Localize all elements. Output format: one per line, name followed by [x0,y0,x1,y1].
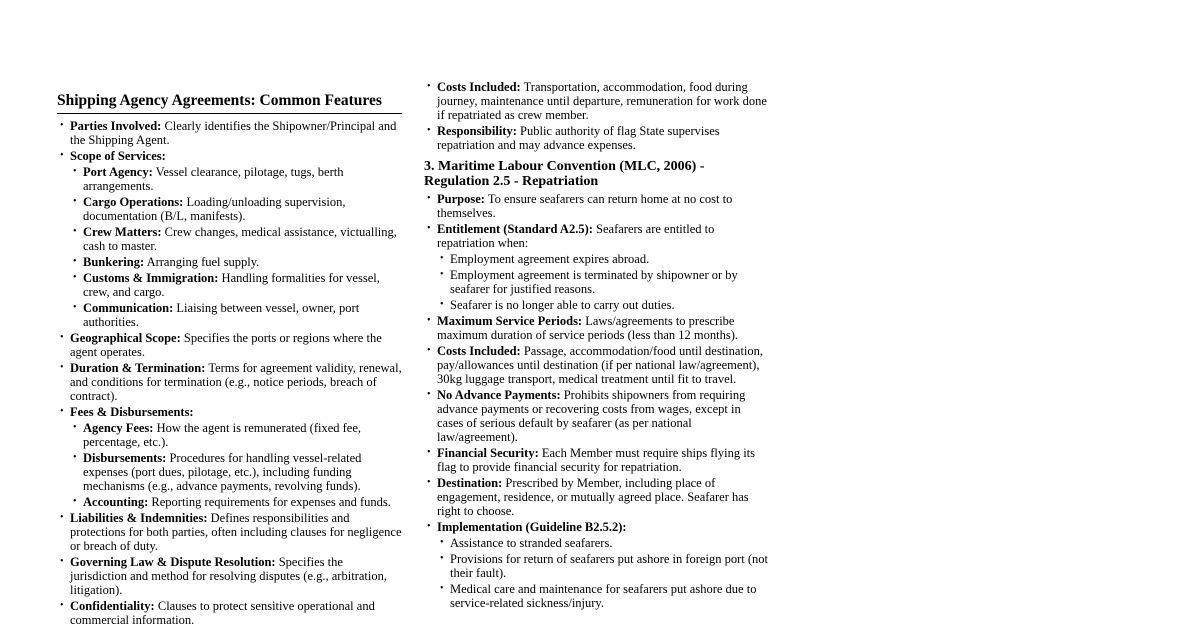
item-text: Public authority of flag State supervises repatriation and may advance expenses. [437,124,720,152]
item-text: Liaising between vessel, owner, port authorities. [83,301,360,329]
list-item [424,192,769,220]
item-label: Geographical Scope: [70,331,181,345]
sub-list-item [437,298,769,312]
item-text: Loading/unloading supervision, documentation (B/L, manifests). [83,195,346,223]
sub-list-item [70,301,402,329]
sub-list [70,421,402,509]
item-label: Costs Included: [437,80,521,94]
item-text: Seafarers are entitled to repatriation when: [437,222,715,250]
item-label: Cargo Operations: [83,195,184,209]
item-label: No Advance Payments: [437,388,561,402]
list-item [57,599,402,627]
list-item [424,344,769,386]
item-label: Disbursements: [83,451,167,465]
sub-list-item [437,582,769,610]
item-label: Accounting: [83,495,149,509]
item-text: Defines responsibilities and protections for both parties, often including clauses for negligence or breach of duty. [70,511,402,553]
sub-list-item [437,252,769,266]
sub-list [437,252,769,312]
sub-list-item [70,195,402,223]
item-label: Port Agency: [83,165,153,179]
list-item [57,555,402,597]
item-text: Crew changes, medical assistance, victualling, cash to master. [83,225,397,253]
sub-list [70,165,402,329]
item-label: Destination: [437,476,503,490]
item-text: Laws/agreements to prescribe maximum duration of service periods (less than 12 months). [437,314,738,342]
list-item [424,222,769,312]
section-title-mlc: 3. Maritime Labour Convention (MLC, 2006) - Regulation 2.5 - Repatriation [424,159,705,189]
item-text: Procedures for handling vessel-related expenses (port dues, pilotage, etc.), including funding mechanisms (e.g., advance payments, revolving funds). [83,451,362,493]
item-text: Specifies the ports or regions where the agent operates. [70,331,382,359]
item-text: Medical care and maintenance for seafarers put ashore due to service-related sickness/injury. [450,582,757,610]
sub-list-item [70,495,402,509]
item-text: Each Member must require ships flying its flag to provide financial security for repatriation. [437,446,756,474]
item-label: Scope of Services: [70,149,166,163]
list-item [424,80,769,122]
list-item [424,314,769,342]
item-label: Maximum Service Periods: [437,314,583,328]
item-text: Clauses to protect sensitive operational and commercial information. [70,599,375,627]
item-label: Purpose: [437,192,485,206]
item-label: Implementation (Guideline B2.5.2): [437,520,627,534]
list-item [424,476,769,518]
item-text: Transportation, accommodation, food during journey, maintenance until departure, remuneration for work done if repatriated as crew member. [437,80,767,122]
item-label: Governing Law & Dispute Resolution: [70,555,276,569]
sub-list-item [437,268,769,296]
list-item [424,520,769,610]
item-text: Specifies the jurisdiction and method for resolving disputes (e.g., arbitration, litigation). [70,555,387,597]
sub-list-item [70,421,402,449]
item-text: Clearly identifies the Shipowner/Principal and the Shipping Agent. [70,119,397,147]
item-text: Arranging fuel supply. [144,255,260,269]
list-item [57,405,402,509]
item-label: Fees & Disbursements: [70,405,194,419]
list-item [57,331,402,359]
item-label: Liabilities & Indemnities: [70,511,208,525]
item-label: Confidentiality: [70,599,155,613]
item-text: Passage, accommodation/food until destination, pay/allowances until destination (if per national law/agreement), 30kg luggage transport, medical treatment until fit to travel. [437,344,764,386]
right-column [424,80,769,612]
list-item [424,388,769,444]
feature-list [57,119,402,627]
list-item [57,511,402,553]
item-text: Employment agreement is terminated by shipowner or by seafarer for justified reasons. [450,268,738,296]
item-label: Responsibility: [437,124,517,138]
sub-list-item [70,165,402,193]
item-label: Crew Matters: [83,225,162,239]
repatriation-costs-list [424,80,769,152]
item-label: Costs Included: [437,344,521,358]
mlc-list [424,192,769,610]
document-title: Shipping Agency Agreements: Common Features [57,92,402,114]
left-column [57,92,402,629]
item-label: Duration & Termination: [70,361,206,375]
list-item [57,361,402,403]
item-text: Terms for agreement validity, renewal, and conditions for termination (e.g., notice periods, breach of contract). [70,361,402,403]
item-text: Prescribed by Member, including place of engagement, residence, or mutually agreed place. Seafarer has right to choose. [437,476,749,518]
item-label: Parties Involved: [70,119,162,133]
list-item [424,446,769,474]
item-text: To ensure seafarers can return home at no cost to themselves. [437,192,733,220]
item-text: Provisions for return of seafarers put ashore in foreign port (not their fault). [450,552,768,580]
list-item [57,119,402,147]
item-label: Communication: [83,301,174,315]
sub-list-item [437,552,769,580]
item-label: Entitlement (Standard A2.5): [437,222,593,236]
item-label: Bunkering: [83,255,145,269]
item-text: Vessel clearance, pilotage, tugs, berth arrangements. [83,165,344,193]
item-text: Handling formalities for vessel, crew, and cargo. [83,271,380,299]
sub-list-item [70,255,402,269]
item-text: Reporting requirements for expenses and funds. [148,495,391,509]
sub-list-item [437,536,769,550]
item-label: Customs & Immigration: [83,271,219,285]
sub-list-item [70,451,402,493]
sub-list-item [70,225,402,253]
item-text: Prohibits shipowners from requiring advance payments or recovering costs from wages, except in cases of serious default by seafarer (as per national law/agreement). [437,388,746,444]
list-item [57,149,402,329]
sub-list [437,536,769,610]
list-item [424,124,769,152]
sub-list-item [70,271,402,299]
item-label: Agency Fees: [83,421,154,435]
item-text: Seafarer is no longer able to carry out duties. [450,298,675,312]
item-text: Assistance to stranded seafarers. [450,536,613,550]
item-text: How the agent is remunerated (fixed fee, percentage, etc.). [83,421,362,449]
item-label: Financial Security: [437,446,539,460]
item-text: Employment agreement expires abroad. [450,252,650,266]
